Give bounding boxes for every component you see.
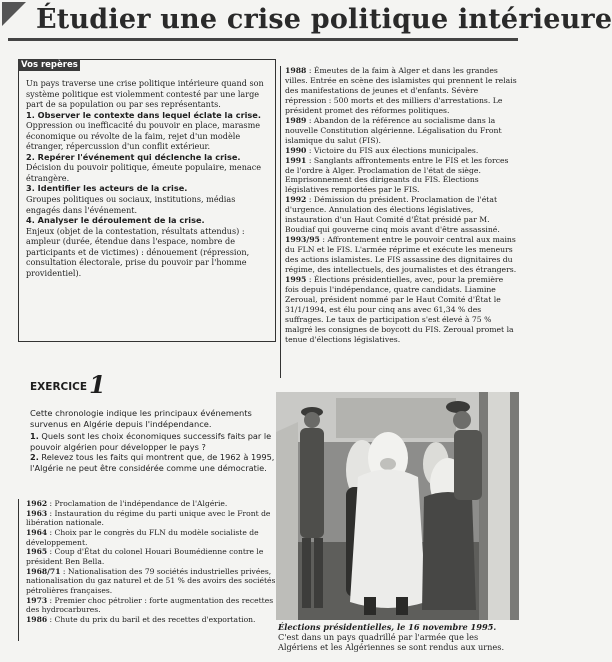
chronology-entry — [285, 66, 518, 116]
chronology-text: : Instauration du régime du parti unique avec le Front de libération nationale. — [26, 508, 271, 528]
chronology-entry — [285, 275, 518, 345]
chronology-text: : Élections présidentielles, avec, pour la première fois depuis l'indépendance, quatre candidats. Liamine Zeroual, président nommé par le Haut Comité d'État le 31/1/1994, est élu pour cinq ans avec 61,34 % des suffrages. Le taux de participation s'est élevé à 75 % malgré les consignes de boycott du FIS. Zeroual promet la tenue d'élections législatives. — [285, 275, 514, 344]
chronology-year: 1986 — [26, 614, 48, 624]
chronology-text: : Démission du président. Proclamation de l'état d'urgence. Annulation des élections législatives, instauration d'un Haut Comité d'État présidé par M. Boudiaf qui gouverne cinq mois avant d'être assassiné. — [285, 195, 500, 235]
chronology-entry — [26, 528, 276, 547]
chronology-text: : Coup d'État du colonel Houari Boumédienne contre le président Ben Bella. — [26, 547, 264, 566]
chronology-entry — [26, 615, 276, 625]
reperes-step-heading: 1. Observer le contexte dans lequel éclate la crise. — [26, 109, 261, 120]
chronology-entry — [26, 567, 276, 596]
chronology-text: : Proclamation de l'indépendance de l'Algérie. — [47, 499, 228, 508]
chronology-text: : Chute du prix du baril et des recettes d'exportation. — [47, 614, 256, 624]
question-number: 2. — [30, 452, 39, 463]
question-item — [30, 452, 276, 473]
exercise-questions — [30, 431, 276, 473]
reperes-step-text: Décision du pouvoir politique, émeute populaire, menace étrangère. — [26, 162, 262, 183]
reperes-step-text: Oppression ou inefficacité du pouvoir en place, marasme économique ou révolte de la faim, rejet d'un modèle étranger, répercussion d'un conflit extérieur. — [26, 120, 261, 152]
exercise-label: EXERCICE — [30, 381, 88, 393]
page-title: Étudier une crise politique intérieure — [36, 4, 612, 35]
chronology-entry — [26, 596, 276, 615]
chronology-year: 1964 — [26, 527, 48, 537]
photo-caption — [278, 622, 518, 652]
chronology-year: 1989 — [285, 115, 307, 125]
reperes-step-heading: 3. Identifier les acteurs de la crise. — [26, 183, 188, 194]
chronology-year: 1973 — [26, 595, 48, 605]
reperes-intro: Un pays traverse une crise politique intérieure quand son système politique est violemment contesté par une large part de sa population ou par ses représentants. — [26, 78, 264, 110]
chronology-entry — [285, 195, 518, 235]
title-divider — [8, 38, 518, 41]
chronology-year: 1962 — [26, 499, 48, 508]
question-number: 1. — [30, 431, 39, 441]
chronology-year: 1963 — [26, 508, 48, 518]
chronology-entry — [285, 146, 518, 156]
question-item — [30, 431, 276, 452]
chronology-left — [18, 499, 276, 641]
chronology-entry — [26, 547, 276, 566]
chronology-entry — [26, 499, 276, 509]
chronology-year: 1968/71 — [26, 566, 61, 576]
reperes-step-heading: 2. Repérer l'événement qui déclenche la crise. — [26, 151, 241, 162]
question-text: Relevez tous les faits qui montrent que, de 1962 à 1995, l'Algérie ne peut être considérée comme une démocratie. — [30, 452, 275, 473]
chronology-entry — [285, 235, 518, 275]
caption-text: C'est dans un pays quadrillé par l'armée que les Algériens et les Algériennes se sont rendus aux urnes. — [278, 632, 505, 652]
chronology-year: 1965 — [26, 547, 48, 557]
chronology-text: : Abandon de la référence au socialisme dans la nouvelle Constitution algérienne. Légalisation du Front islamique du salut (FIS). — [285, 115, 502, 145]
chronology-text: : Nationalisation des 79 sociétés industrielles privées, nationalisation du gaz naturel et de 51 % des avoirs des sociétés pétrolières françaises. — [26, 566, 276, 595]
reperes-content — [26, 78, 268, 278]
chronology-year: 1991 — [285, 155, 307, 165]
chronology-year: 1988 — [285, 66, 307, 75]
chronology-text: : Affrontement entre le pouvoir central aux mains du FLN et le FIS. L'armée réprime et exécute les meneurs des actions islamistes. Le FIS assassine des dignitaires du régime, des intellectuels, des journalistes et des étrangers. — [285, 235, 517, 275]
question-text: Quels sont les choix économiques successifs faits par le pouvoir algérien pour développer le pays ? — [30, 431, 272, 452]
exercise-intro: Cette chronologie indique les principaux événements survenus en Algérie depuis l'indépendance. — [30, 408, 252, 429]
chronology-entry — [26, 509, 276, 528]
chronology-right — [280, 66, 518, 378]
election-photo — [276, 392, 519, 620]
chronology-text: : Sanglants affrontements entre le FIS et les forces de l'ordre à Alger. Proclamation de l'état de siège. Emprisonnement des dirigeants du FIS. Élections législatives remportées par le FIS. — [285, 155, 509, 195]
chronology-text: : Émeutes de la faim à Alger et dans les grandes villes. Entrée en scène des islamistes qui prennent le relais des manifestations de jeunes et d'enfants. Sévère répression : 500 morts et des milliers d'arrestations. Le président promet des réformes politiques. — [285, 66, 517, 115]
chronology-entry — [285, 156, 518, 196]
reperes-step-text: Enjeux (objet de la contestation, résultats attendus) : ampleur (durée, étendue dans l'espace, nombre de participants et de victimes) : dénouement (répression, consultation électorale, prise du pouvoir par l'homme providentiel). — [26, 225, 250, 278]
chronology-text: : Choix par le congrès du FLN du modèle socialiste de développement. — [26, 527, 259, 547]
chronology-year: 1992 — [285, 195, 307, 205]
chronology-year: 1995 — [285, 275, 307, 285]
chronology-text: : Victoire du FIS aux élections municipales. — [306, 145, 479, 155]
reperes-tab-label: Vos repères — [18, 59, 80, 71]
reperes-step-text: Groupes politiques ou sociaux, institutions, médias engagés dans l'événement. — [26, 194, 236, 215]
exercise-number: 1 — [89, 370, 106, 399]
reperes-step-heading: 4. Analyser le déroulement de la crise. — [26, 215, 205, 226]
chronology-text: : Premier choc pétrolier : forte augmentation des recettes des hydrocarbures. — [26, 595, 274, 615]
chronology-year: 1990 — [285, 145, 307, 155]
corner-triangle-icon — [2, 2, 26, 26]
caption-title: Élections présidentielles, le 16 novembre 1995. — [278, 622, 497, 632]
chronology-year: 1993/95 — [285, 235, 320, 245]
chronology-entry — [285, 116, 518, 146]
